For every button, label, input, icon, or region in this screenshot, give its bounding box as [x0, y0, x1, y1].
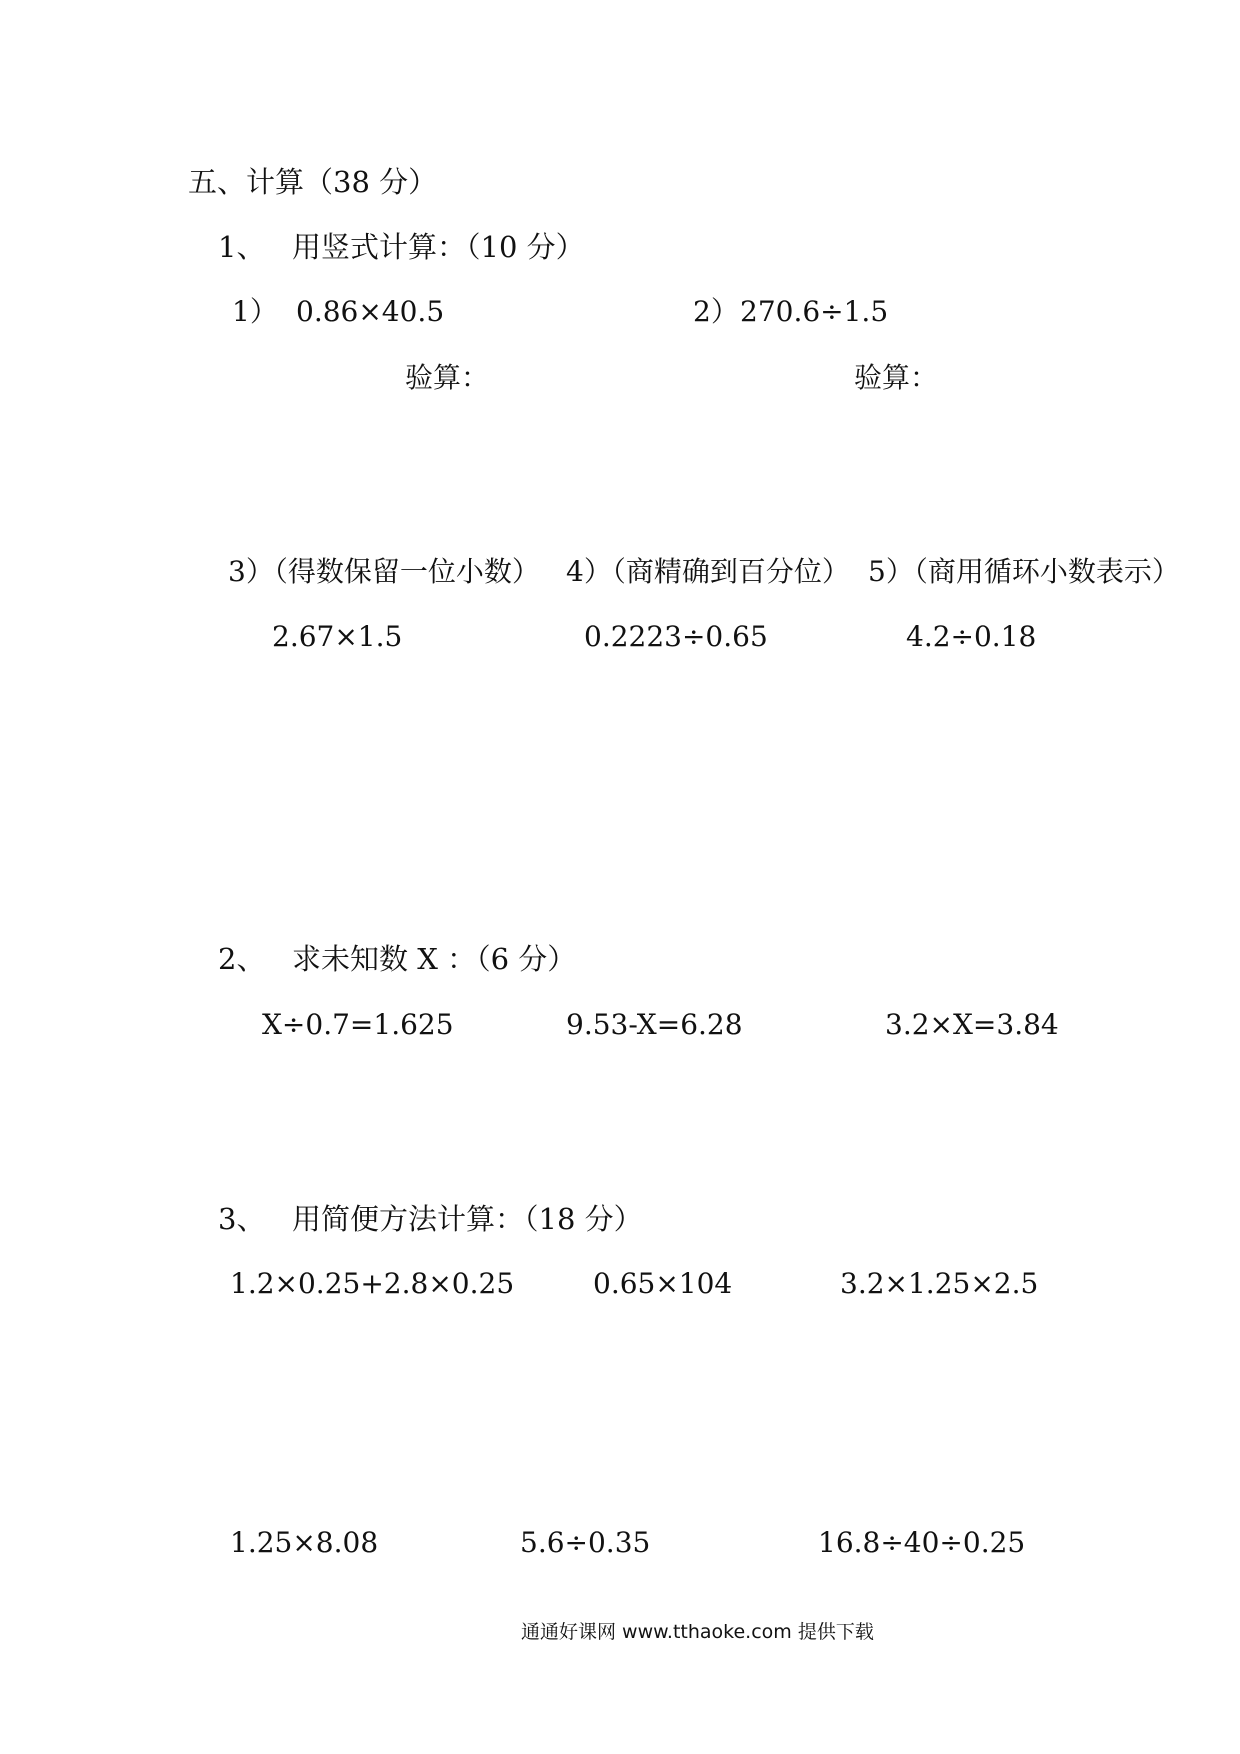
part1-title: 用竖式计算：（10 分） [292, 230, 585, 264]
problem-5-expression: 4.2÷0.18 [906, 620, 1037, 653]
problem-4-condition: 4）（商精确到百分位） [566, 555, 850, 588]
problem-4-expression: 0.2223÷0.65 [584, 620, 768, 653]
problem-3-expression: 2.67×1.5 [272, 620, 403, 653]
part2-number: 2、 [218, 942, 266, 976]
part3-title: 用简便方法计算：（18 分） [292, 1202, 643, 1236]
simplify-expression-3: 3.2×1.25×2.5 [840, 1267, 1039, 1300]
simplify-expression-2: 0.65×104 [593, 1267, 733, 1300]
equation-3: 3.2×X=3.84 [885, 1008, 1059, 1041]
equation-1: X÷0.7=1.625 [262, 1008, 454, 1041]
problem-1-expression: 0.86×40.5 [296, 295, 445, 328]
problem-1-label: 1） [232, 295, 278, 328]
problem-2-expression: 270.6÷1.5 [740, 295, 889, 328]
part3-number: 3、 [218, 1202, 266, 1236]
part1-number: 1、 [218, 230, 266, 264]
problem-1-check-label: 验算： [405, 361, 490, 394]
part2-title: 求未知数 X ：（6 分） [292, 942, 577, 976]
problem-3-condition: 3）（得数保留一位小数） [228, 555, 540, 588]
simplify-expression-5: 5.6÷0.35 [520, 1526, 651, 1559]
equation-2: 9.53-X=6.28 [566, 1008, 743, 1041]
simplify-expression-4: 1.25×8.08 [230, 1526, 379, 1559]
problem-2-check-label: 验算： [854, 361, 939, 394]
problem-2-label: 2） [693, 295, 739, 328]
footer-source: 通通好课网 www.tthaoke.com 提供下载 [521, 1621, 874, 1643]
simplify-expression-1: 1.2×0.25+2.8×0.25 [230, 1267, 515, 1300]
simplify-expression-6: 16.8÷40÷0.25 [818, 1526, 1026, 1559]
section-title: 五、计算（38 分） [188, 165, 438, 199]
problem-5-condition: 5）（商用循环小数表示） [868, 555, 1180, 588]
